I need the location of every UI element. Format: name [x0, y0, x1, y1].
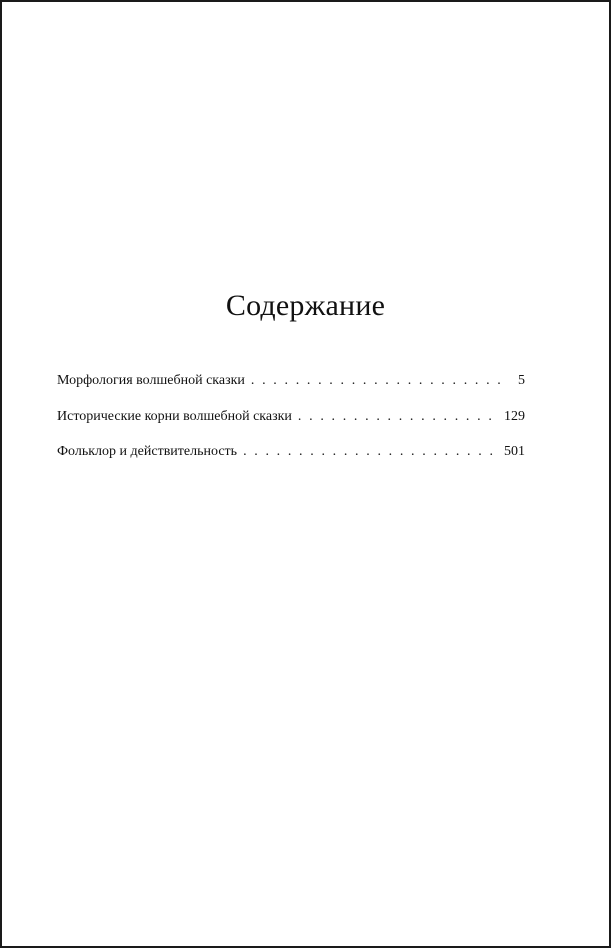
dot-leader — [251, 370, 503, 392]
toc-entry-page: 5 — [518, 373, 525, 388]
toc-list — [57, 370, 525, 477]
toc-heading: Содержание — [225, 289, 386, 322]
toc-entry-title: Морфология волшебной сказки — [57, 373, 245, 388]
toc-entry-title: Исторические корни волшебной сказки — [57, 408, 292, 424]
toc-entry[interactable] — [57, 441, 525, 477]
toc-entry-title: Фольклор и действительность — [57, 444, 238, 459]
toc-entry[interactable] — [57, 370, 525, 406]
dot-leader — [243, 441, 500, 463]
toc-entry-page: 129 — [504, 408, 525, 424]
toc-entry[interactable] — [57, 406, 525, 442]
dot-leader — [298, 406, 500, 428]
toc-entry-page: 501 — [504, 444, 525, 459]
